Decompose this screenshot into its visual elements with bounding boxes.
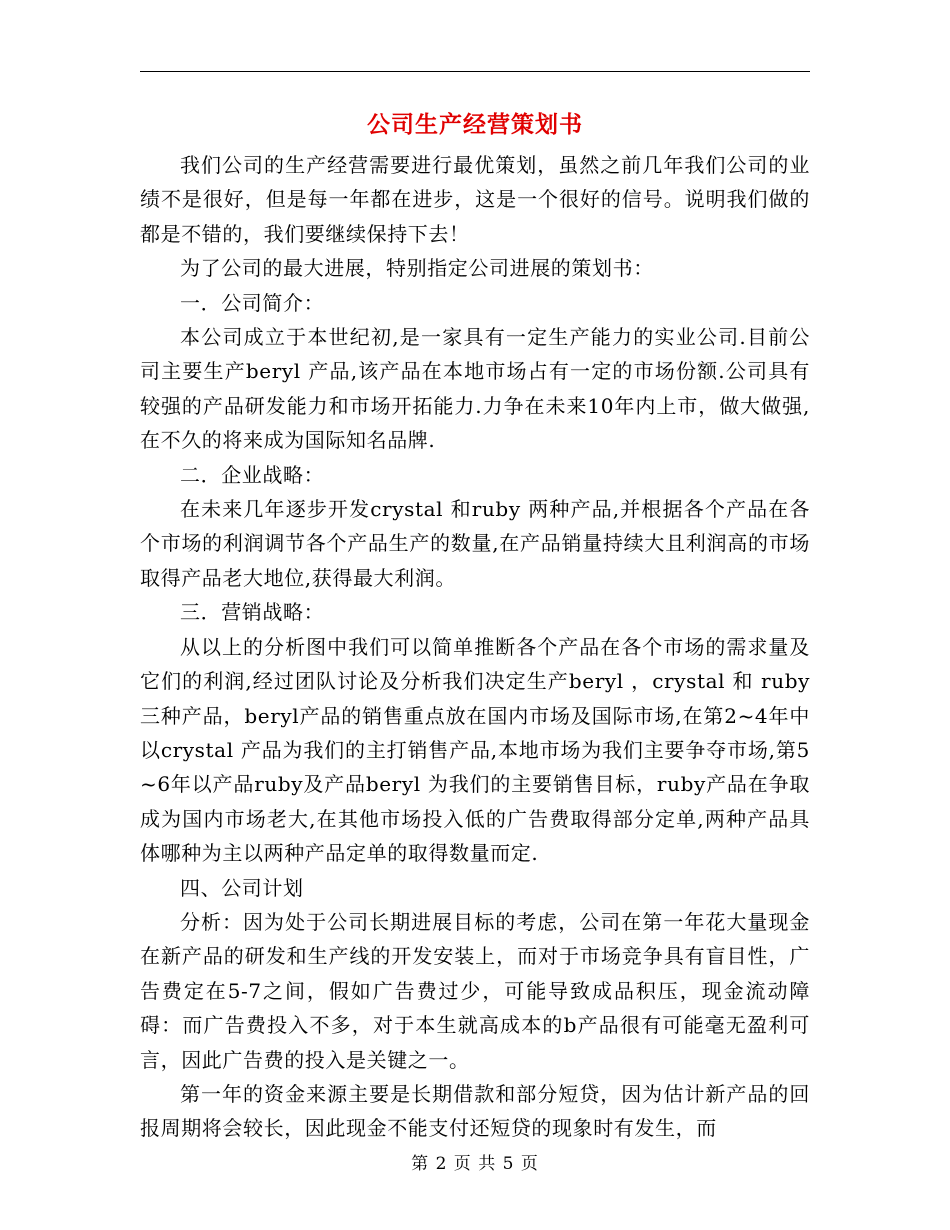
section-heading-enterprise-strategy: 二．企业战略： [180, 462, 325, 487]
document-body [140, 148, 810, 1146]
section-heading-marketing-strategy: 三．营销战略： [180, 600, 325, 625]
paragraph-company-profile: 本公司成立于本世纪初,是一家具有一定生产能力的实业公司.目前公司主要生产beryl 产品,该产品在本地市场占有一定的市场份额.公司具有较强的产品研发能力和市场开拓能力.力争在未来10年内上市，做大做强,在不久的将来成为国际知名品牌. [140, 325, 810, 453]
header-rule [140, 71, 810, 72]
paragraph-enterprise-strategy: 在未来几年逐步开发crystal 和ruby 两种产品,并根据各个产品在各个市场的利润调节各个产品生产的数量,在产品销量持续大且利润高的市场取得产品老大地位,获得最大利润。 [140, 497, 810, 590]
paragraph-marketing-strategy: 从以上的分析图中我们可以简单推断各个产品在各个市场的需求量及它们的利润,经过团队讨论及分析我们决定生产beryl ，crystal 和 ruby 三种产品，beryl产品的销售重点放在国内市场及国际市场,在第2~4年中以crystal 产品为我们的主打销售产品,本地市场为我们主要争夺市场,第5~6年以产品ruby及产品beryl 为我们的主要销售目标，ruby产品在争取成为国内市场老大,在其他市场投入低的广告费取得部分定单,两种产品具体哪种为主以两种产品定单的取得数量而定. [140, 634, 810, 866]
paragraph-purpose: 为了公司的最大进展，特别指定公司进展的策划书： [180, 256, 654, 281]
section-heading-company-plan: 四、公司计划 [180, 875, 304, 900]
section-heading-company-profile: 一．公司简介： [180, 290, 325, 315]
page-footer: 第 2 页 共 5 页 [411, 1154, 539, 1174]
paragraph-first-year-funding: 第一年的资金来源主要是长期借款和部分短贷，因为估计新产品的回报周期将会较长，因此现金不能支付还短贷的现象时有发生，而 [140, 1081, 810, 1141]
paragraph-intro: 我们公司的生产经营需要进行最优策划，虽然之前几年我们公司的业绩不是很好，但是每一年都在进步，这是一个很好的信号。说明我们做的都是不错的，我们要继续保持下去！ [140, 153, 810, 246]
paragraph-analysis: 分析：因为处于公司长期进展目标的考虑，公司在第一年花大量现金在新产品的研发和生产线的开发安装上，而对于市场竞争具有盲目性，广告费定在5-7之间，假如广告费过少，可能导致成品积压，现金流动障碍：而广告费投入不多，对于本生就高成本的b产品很有可能毫无盈利可言，因此广告费的投入是关键之一。 [140, 909, 810, 1072]
document-title: 公司生产经营策划书 [367, 111, 583, 138]
